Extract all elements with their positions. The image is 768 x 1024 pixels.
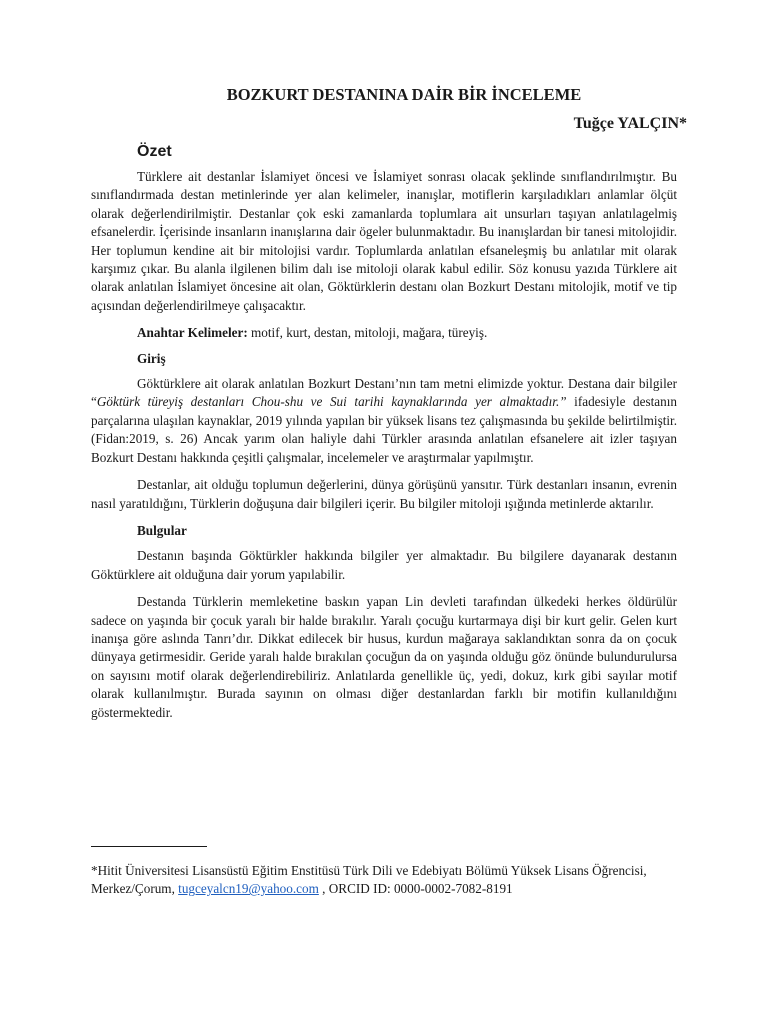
author-name: Tuğçe YALÇIN* (573, 115, 687, 132)
footnote (91, 862, 691, 899)
intro-text-b: ifadesiyle destanın parçalarına ulaşılan kaynaklar, 2019 yılında yapılan bir yüksek lisans tez çalışmasında bu şekilde belirtilmiştir. (Fidan:2019, s. 26) Ancak yarım olan haliyle dahi Türkler arasında anlatılan efsanelere ait izler taşıyan Bozkurt Destanı hakkında çeşitli çalışmalar, incelemeler ve araştırmalar yapılmıştır. (91, 394, 677, 465)
footnote-separator (91, 846, 207, 847)
keywords-list: motif, kurt, destan, mitoloji, mağara, türeyiş. (247, 325, 488, 341)
footnote-text-b: , ORCID ID: 0000-0002-7082-8191 (318, 881, 513, 897)
findings-paragraph-2: Destanda Türklerin memleketine baskın yapan Lin devleti tarafından ülkedeki herkes öldürülür sadece on yaşında bir çocuk yaralı bir halde bırakılır. Yaralı çocuğu kurtarmaya dişi bir kurt gelir. Gelen kurt inanışa göre aslında Tanrı’dır. Dikkat edilecek bir husus, kurdun mağaraya saklandıktan sonra da on çocuk dünyaya getirmesidir. Geride yaralı halde bırakılan çocuğun da on yaşında olduğu göz önünde bulundurulursa on sayısını motif olarak değerlendirebiliriz. Anlatılarda genellikle üç, yedi, dokuz, kırk gibi sayılar motif olarak kullanılmıştır. Burada sayının on olması diğer destanlardan farklı bir motifin kullanıldığını göstermektedir. (91, 594, 677, 720)
document-page (91, 84, 687, 731)
intro-quote: Göktürk türeyiş destanları Chou-shu ve Sui tarihi kaynaklarında yer almaktadır.” (96, 394, 567, 410)
intro-text-a: Göktürklere ait olarak anlatılan Bozkurt Destanı’nın tam metni elimizde yoktur. Destana dair bilgiler “ (91, 376, 677, 410)
keywords-line (137, 324, 677, 342)
summary-heading: Özet (137, 143, 172, 160)
author-email-link[interactable]: tugceyalcn19@yahoo.com (178, 881, 319, 897)
findings-paragraph-1: Destanın başında Göktürkler hakkında bilgiler yer almaktadır. Bu bilgilere dayanarak destanın Göktürklere ait olduğuna dair yorum yapılabilir. (91, 548, 677, 582)
intro-paragraph-2: Destanlar, ait olduğu toplumun değerlerini, dünya görüşünü yansıtır. Türk destanları insanın, evrenin nasıl yaratıldığını, Türklerin doğuşuna dair bilgileri içerir. Bu bilgiler mitoloji ışığında metinlerde aktarılır. (91, 477, 677, 511)
summary-paragraph: Türklere ait destanlar İslamiyet öncesi ve İslamiyet sonrası olacak şeklinde sınıflandırılmıştır. Bu sınıflandırmada destan metinlerinde yer alan kelimeler, inanışlar, motiflerin karşıladıkları anlamlar ölçüt olarak değerlendirilmiştir. Destanlar çok eski zamanlarda toplumlara ait unsurları taşıyan anlatılagelmiş efsanelerdir. İçerisinde insanların inanışlarına dair ögeler bulunmaktadır. Bu inanışlardan bir tanesi mitolojidir. Her toplumun kendine ait bir mitolojisi vardır. Toplumlarda anlatılan efsaneleşmiş bu anlatılar mit olarak karşımız çıkar. Bu alanla ilgilenen bilim dalı ise mitoloji olarak kabul edilir. Söz konusu yazıda Türklere ait olarak anlatılan İslamiyet öncesine ait olan, Göktürklerin destanı olan Bozkurt Destanı mitolojik, motif ve tip açısından değerlendirilmeye çalışacaktır. (91, 169, 677, 313)
keywords-label: Anahtar Kelimeler: (137, 325, 248, 341)
footnote-text-a: *Hitit Üniversitesi Lisansüstü Eğitim Enstitüsü Türk Dili ve Edebiyatı Bölümü Yüksek Lisans Öğrencisi, Merkez/Çorum, (91, 863, 647, 897)
document-title: BOZKURT DESTANINA DAİR BİR İNCELEME (226, 85, 582, 104)
intro-paragraph-1 (91, 375, 677, 467)
intro-heading: Giriş (137, 350, 166, 366)
findings-heading: Bulgular (137, 522, 187, 538)
